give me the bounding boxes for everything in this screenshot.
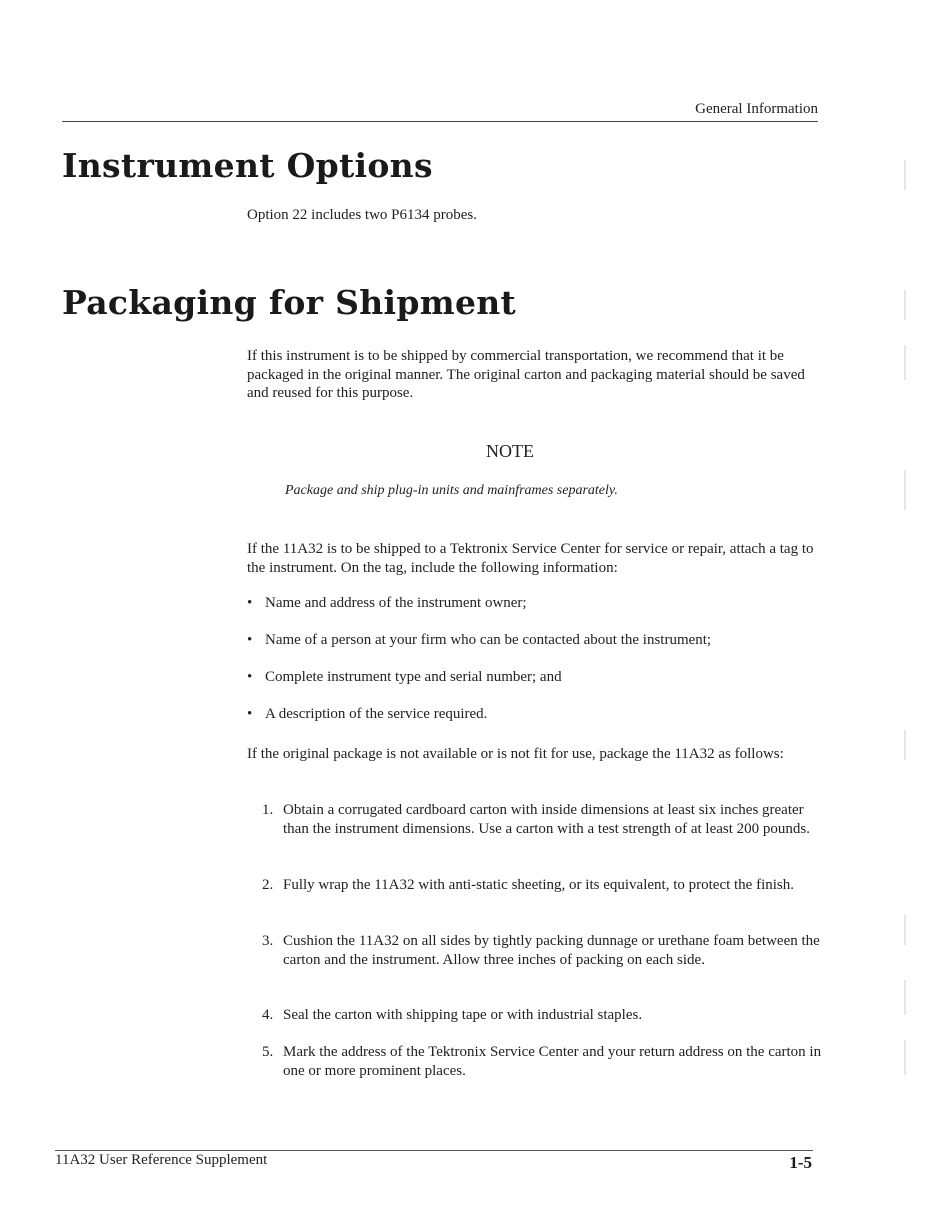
step-number: 5. xyxy=(262,1044,274,1060)
step-item xyxy=(262,876,822,932)
step-text: Mark the address of the Tektronix Service Center and your return address on the carton in one or more prominent places. xyxy=(283,1044,822,1079)
list-item xyxy=(247,705,822,742)
page-number: 1-5 xyxy=(789,1153,812,1172)
footer-rule xyxy=(55,1150,813,1151)
step-number: 2. xyxy=(262,877,274,893)
packaging-steps-list xyxy=(262,801,822,1080)
list-item-text: A description of the service required. xyxy=(265,706,488,722)
step-item xyxy=(262,932,822,1006)
service-tag-paragraph: If the 11A32 is to be shipped to a Tektronix Service Center for service or repair, attach a tag to the instrument. On the tag, include the following information: xyxy=(247,541,814,576)
list-item-text: Complete instrument type and serial number; and xyxy=(265,669,562,685)
step-item xyxy=(262,801,822,876)
step-text: Cushion the 11A32 on all sides by tightly packing dunnage or urethane foam between the carton and the instrument. Allow three inches of packing on each side. xyxy=(283,933,820,968)
list-item-text: Name of a person at your firm who can be contacted about the instrument; xyxy=(265,632,712,648)
step-text: Obtain a corrugated cardboard carton with inside dimensions at least six inches greater than the instrument dimensions. Use a carton with a test strength of at least 200 pounds. xyxy=(283,802,810,837)
note-text: Package and ship plug-in units and mainframes separately. xyxy=(285,483,618,498)
list-item xyxy=(247,631,822,668)
header-rule xyxy=(62,121,818,122)
scan-artifact xyxy=(904,290,906,320)
step-number: 4. xyxy=(262,1007,274,1023)
step-item xyxy=(262,1006,822,1043)
packaging-intro-paragraph: If this instrument is to be shipped by commercial transportation, we recommend that it be packaged in the original manner. The original carton and packaging material should be saved and reused for this purpose. xyxy=(247,348,805,401)
scan-artifact xyxy=(904,1040,906,1075)
scan-artifact xyxy=(904,470,906,510)
instrument-options-heading: Instrument Options xyxy=(62,146,433,185)
instrument-options-text: Option 22 includes two P6134 probes. xyxy=(247,207,477,223)
packaging-heading: Packaging for Shipment xyxy=(62,283,517,322)
scan-artifact xyxy=(904,730,906,760)
scan-artifact xyxy=(904,980,906,1015)
repackaging-paragraph: If the original package is not available or is not fit for use, package the 11A32 as follows: xyxy=(247,746,784,762)
step-text: Fully wrap the 11A32 with anti-static sheeting, or its equivalent, to protect the finish. xyxy=(283,877,795,893)
bullet-marker: • xyxy=(247,632,253,648)
bullet-marker: • xyxy=(247,595,253,611)
list-item-text: Name and address of the instrument owner; xyxy=(265,595,527,611)
scan-artifact xyxy=(904,160,906,190)
step-item xyxy=(262,1043,822,1080)
tag-info-list xyxy=(247,594,822,742)
step-number: 3. xyxy=(262,933,274,949)
list-item xyxy=(247,668,822,705)
list-item xyxy=(247,594,822,631)
scan-artifact xyxy=(904,345,906,380)
running-header: General Information xyxy=(695,101,818,117)
bullet-marker: • xyxy=(247,706,253,722)
step-text: Seal the carton with shipping tape or with industrial staples. xyxy=(283,1007,643,1023)
step-number: 1. xyxy=(262,802,274,818)
scan-artifact xyxy=(904,915,906,945)
note-label: NOTE xyxy=(486,441,534,461)
manual-title: 11A32 User Reference Supplement xyxy=(55,1152,268,1168)
bullet-marker: • xyxy=(247,669,253,685)
